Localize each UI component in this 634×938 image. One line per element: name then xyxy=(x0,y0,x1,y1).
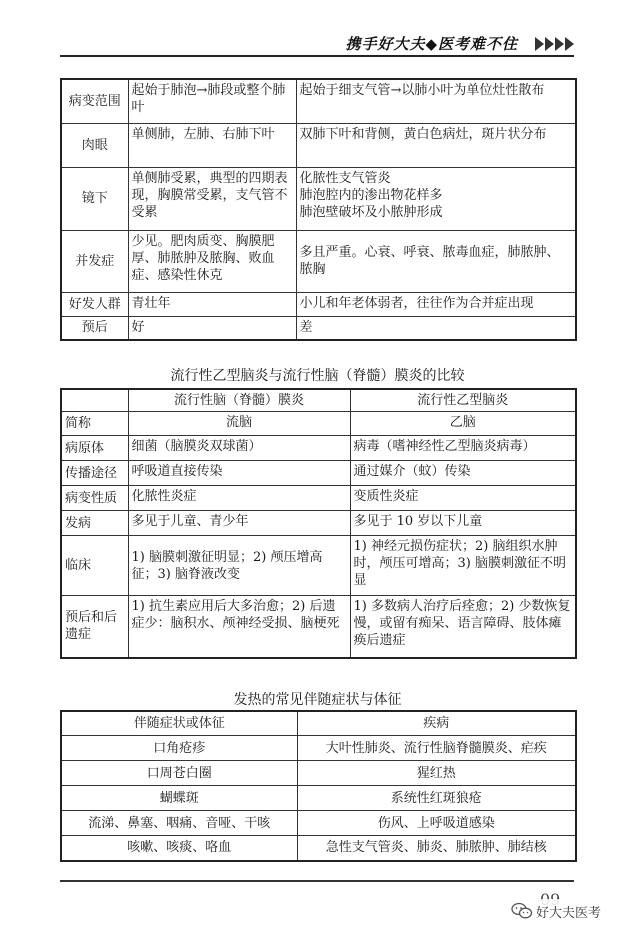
table-row xyxy=(61,811,576,836)
column-header: 疾病 xyxy=(297,711,576,736)
column-header: 流行性脑（脊髓）膜炎 xyxy=(128,389,350,412)
cell-lobular: 小儿和年老体弱者，往往作为合并症出现 xyxy=(296,292,576,316)
row-label: 预后 xyxy=(61,316,128,340)
row-label: 病变范围 xyxy=(61,79,128,123)
pneumonia-comparison-table xyxy=(60,78,577,341)
cell-lobar: 青壮年 xyxy=(128,292,296,316)
cell-lobular: 双肺下叶和背侧，黄白色病灶，斑片状分布 xyxy=(296,123,576,167)
row-label: 镜下 xyxy=(61,167,128,230)
row-label: 好发人群 xyxy=(61,292,128,316)
table2-caption: 流行性乙型脑炎与流行性脑（脊髓）膜炎的比较 xyxy=(170,368,465,384)
cell-meningitis: 呼吸道直接传染 xyxy=(128,461,350,486)
column-header: 流行性乙型脑炎 xyxy=(350,389,576,412)
table-row xyxy=(61,511,576,536)
cell-symptom: 口角疮疹 xyxy=(61,736,297,761)
table-row xyxy=(61,536,576,596)
row-label: 临床 xyxy=(61,536,128,596)
footer-divider xyxy=(60,880,574,882)
cell-lobar: 单侧肺，左肺、右肺下叶 xyxy=(128,123,296,167)
cell-lobular: 差 xyxy=(296,316,576,340)
cell-symptom: 咳嗽、咳痰、咯血 xyxy=(61,836,297,861)
table-row xyxy=(61,123,576,167)
cell-encephalitis: 乙脑 xyxy=(350,412,576,436)
row-label: 预后和后遗症 xyxy=(61,596,128,658)
table-row xyxy=(61,836,576,861)
cell-encephalitis: 通过媒介（蚊）传染 xyxy=(350,461,576,486)
row-label: 发病 xyxy=(61,511,128,536)
encephalitis-comparison-table xyxy=(60,388,577,659)
cell-lobular: 多且严重。心衰、呼衰、脓毒血症，肺脓肿、脓胸 xyxy=(296,230,576,292)
table-row xyxy=(61,230,576,292)
cell-line: 肺泡壁破坏及小脓肿形成 xyxy=(299,204,443,220)
cell-meningitis: 1) 脑膜刺激征明显；2) 颅压增高征；3) 脑脊液改变 xyxy=(128,536,350,596)
header-blank xyxy=(61,389,128,412)
cell-disease: 大叶性肺炎、流行性脑脊髓膜炎、疟疾 xyxy=(297,736,576,761)
cell-lobular xyxy=(296,167,576,230)
cell-disease: 系统性红斑狼疮 xyxy=(297,786,576,811)
row-label: 简称 xyxy=(61,412,128,436)
header-arrows-icon xyxy=(534,36,574,55)
cell-disease: 猩红热 xyxy=(297,761,576,786)
table3-caption: 发热的常见伴随症状与体征 xyxy=(233,692,402,708)
table-row xyxy=(61,167,576,230)
fever-symptoms-table xyxy=(60,710,577,862)
cell-lobar: 少见。肥肉质变、胸膜肥厚、肺脓肿及脓胸、败血症、感染性休克 xyxy=(128,230,296,292)
cell-meningitis: 多见于儿童、青少年 xyxy=(128,511,350,536)
cell-lobar: 好 xyxy=(128,316,296,340)
table-row xyxy=(61,761,576,786)
cell-meningitis: 细菌（脑膜炎双球菌） xyxy=(128,436,350,461)
table-row xyxy=(61,316,576,340)
cell-encephalitis: 病毒（嗜神经性乙型脑炎病毒） xyxy=(350,436,576,461)
watermark-text: 好大夫医考 xyxy=(536,905,602,921)
cell-meningitis: 化脓性炎症 xyxy=(128,486,350,511)
row-label: 并发症 xyxy=(61,230,128,292)
table-row xyxy=(61,79,576,123)
wechat-icon xyxy=(511,902,533,920)
cell-lobular: 起始于细支气管→以肺小叶为单位灶性散布 xyxy=(296,79,576,123)
cell-encephalitis: 变质性炎症 xyxy=(350,486,576,511)
page-header xyxy=(60,31,574,57)
table-row xyxy=(61,736,576,761)
row-label: 肉眼 xyxy=(61,123,128,167)
cell-lobar: 单侧肺受累，典型的四期表现，胸膜常受累，支气管不受累 xyxy=(128,167,296,230)
cell-encephalitis: 多见于 10 岁以下儿童 xyxy=(350,511,576,536)
row-label: 病原体 xyxy=(61,436,128,461)
cell-lobar: 起始于肺泡→肺段或整个肺叶 xyxy=(128,79,296,123)
row-label: 病变性质 xyxy=(61,486,128,511)
header-title: 携手好大夫◆医考难不住 xyxy=(345,35,518,53)
cell-symptom: 蝴蝶斑 xyxy=(61,786,297,811)
table-row xyxy=(61,436,576,461)
cell-meningitis: 流脑 xyxy=(128,412,350,436)
table-row xyxy=(61,292,576,316)
cell-line: 肺泡腔内的渗出物花样多 xyxy=(299,187,443,203)
cell-disease: 急性支气管炎、肺炎、肺脓肿、肺结核 xyxy=(297,836,576,861)
column-header: 伴随症状或体征 xyxy=(61,711,297,736)
cell-encephalitis: 1) 多数病人治疗后痊愈；2) 少数恢复慢，或留有痴呆、语言障碍、肢体瘫痪后遗症 xyxy=(350,596,576,658)
watermark xyxy=(509,899,605,923)
cell-symptom: 口周苍白圈 xyxy=(61,761,297,786)
table-row xyxy=(61,461,576,486)
table-row xyxy=(61,786,576,811)
cell-line: 化脓性支气管炎 xyxy=(299,170,391,186)
cell-symptom: 流涕、鼻塞、咽痛、音哑、干咳 xyxy=(61,811,297,836)
cell-disease: 伤风、上呼吸道感染 xyxy=(297,811,576,836)
table-header-row xyxy=(61,711,576,736)
cell-encephalitis: 1) 神经元损伤症状；2) 脑组织水肿时，颅压可增高；3) 脑膜刺激征不明显 xyxy=(350,536,576,596)
table-row xyxy=(61,412,576,436)
table-row xyxy=(61,486,576,511)
table-header-row xyxy=(61,389,576,412)
cell-meningitis: 1) 抗生素应用后大多治愈；2) 后遗症少：脑积水、颅神经受损、脑梗死 xyxy=(128,596,350,658)
row-label: 传播途径 xyxy=(61,461,128,486)
table-row xyxy=(61,596,576,658)
